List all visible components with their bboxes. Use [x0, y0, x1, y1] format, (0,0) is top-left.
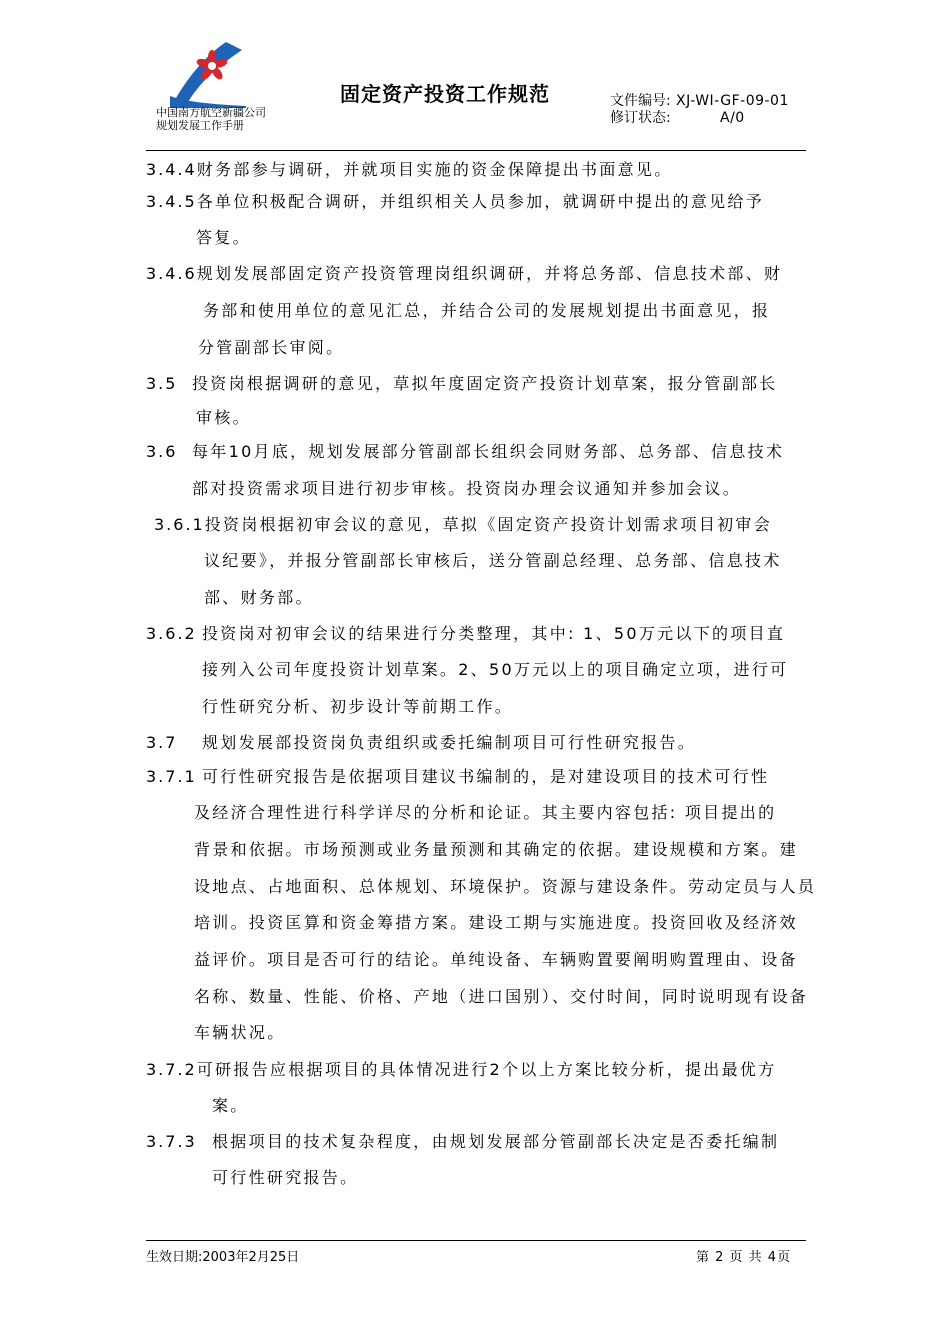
- section-text-line: 背景和依据。市场预测或业务量预测和其确定的依据。建设规模和方案。建: [194, 840, 798, 859]
- doc-number-value: XJ-WI-GF-09-01: [676, 93, 789, 109]
- section-text-line: 可行性研究报告是依据项目建议书编制的，是对建设项目的技术可行性: [202, 767, 770, 786]
- company-line-1: 中国南方航空新疆公司: [156, 106, 266, 119]
- section-number: 3.4.5: [146, 192, 197, 211]
- logo-icon: [168, 40, 250, 108]
- section-text-line: 各单位积极配合调研，并组织相关人员参加，就调研中提出的意见给予: [196, 192, 765, 211]
- section-number: 3.6: [146, 442, 178, 461]
- section-text-line: 投资岗根据初审会议的意见，草拟《固定资产投资计划需求项目初审会: [204, 515, 773, 534]
- section-number: 3.5: [146, 374, 178, 393]
- revision-label: 修订状态:: [610, 110, 671, 126]
- section-number: 3.7.1: [146, 767, 197, 786]
- section-text-line: 可研报告应根据项目的具体情况进行2个以上方案比较分析，提出最优方: [196, 1060, 777, 1079]
- section-number: 3.4.6: [146, 264, 197, 283]
- section-text-line: 每年10月底，规划发展部分管副部长组织会同财务部、总务部、信息技术: [192, 442, 785, 461]
- section-text-line: 案。: [212, 1096, 249, 1115]
- china-southern-kapok-logo: [168, 40, 250, 108]
- section-text-line: 议纪要》，并报分管副部长审核后，送分管副总经理、总务部、信息技术: [204, 551, 782, 570]
- section-text-line: 部、财务部。: [204, 588, 314, 607]
- section-text-line: 车辆状况。: [194, 1023, 286, 1042]
- section-text-line: 益评价。项目是否可行的结论。单纯设备、车辆购置要阐明购置理由、设备: [194, 950, 798, 969]
- section-number: 3.4.4: [146, 160, 197, 179]
- doc-number-label: 文件编号:: [610, 93, 671, 109]
- section-text-line: 审核。: [196, 408, 251, 427]
- section-text-line: 行性研究分析、初步设计等前期工作。: [202, 697, 514, 716]
- section-text-line: 规划发展部固定资产投资管理岗组织调研，并将总务部、信息技术部、财: [196, 264, 783, 283]
- section-text-line: 可行性研究报告。: [212, 1168, 359, 1187]
- section-text-line: 根据项目的技术复杂程度，由规划发展部分管副部长决定是否委托编制: [212, 1132, 780, 1151]
- section-text-line: 投资岗对初审会议的结果进行分类整理，其中: 1、50万元以下的项目直: [202, 624, 786, 643]
- section-number: 3.7.2: [146, 1060, 197, 1079]
- company-name: [156, 106, 266, 132]
- section-number: 3.6.2: [146, 624, 197, 643]
- section-number: 3.6.1: [154, 515, 205, 534]
- section-text-line: 答复。: [196, 228, 251, 247]
- section-text-line: 名称、数量、性能、价格、产地（进口国别）、交付时间，同时说明现有设备: [194, 987, 809, 1006]
- section-text-line: 务部和使用单位的意见汇总，并结合公司的发展规划提出书面意见，报: [203, 301, 771, 320]
- section-text-line: 分管副部长审阅。: [198, 338, 345, 357]
- section-text-line: 部对投资需求项目进行初步审核。投资岗办理会议通知并参加会议。: [192, 479, 742, 498]
- revision-value: A/0: [720, 110, 745, 126]
- section-text-line: 设地点、占地面积、总体规划、环境保护。资源与建设条件。劳动定员与人员: [194, 877, 817, 896]
- section-text-line: 及经济合理性进行科学详尽的分析和论证。其主要内容包括: 项目提出的: [194, 803, 777, 822]
- section-number: 3.7: [146, 733, 178, 752]
- company-line-2: 规划发展工作手册: [156, 119, 244, 132]
- section-text-line: 财务部参与调研，并就项目实施的资金保障提出书面意见。: [196, 160, 673, 179]
- header-divider: [146, 150, 806, 151]
- page-number: 第 2 页 共 4页: [696, 1250, 792, 1265]
- section-number: 3.7.3: [146, 1132, 197, 1151]
- document-title: 固定资产投资工作规范: [340, 82, 550, 106]
- doc-number-row: [610, 93, 789, 110]
- footer-divider: [146, 1240, 806, 1241]
- section-text-line: 培训。投资匡算和资金筹措方案。建设工期与实施进度。投资回收及经济效: [194, 913, 798, 932]
- revision-row: [610, 110, 789, 127]
- section-text-line: 接列入公司年度投资计划草案。2、50万元以上的项目确定立项，进行可: [202, 660, 789, 679]
- document-meta: [610, 93, 789, 127]
- effective-date: 生效日期:2003年2月25日: [146, 1250, 300, 1265]
- section-text-line: 投资岗根据调研的意见，草拟年度固定资产投资计划草案，报分管副部长: [192, 374, 778, 393]
- section-text-line: 规划发展部投资岗负责组织或委托编制项目可行性研究报告。: [202, 733, 697, 752]
